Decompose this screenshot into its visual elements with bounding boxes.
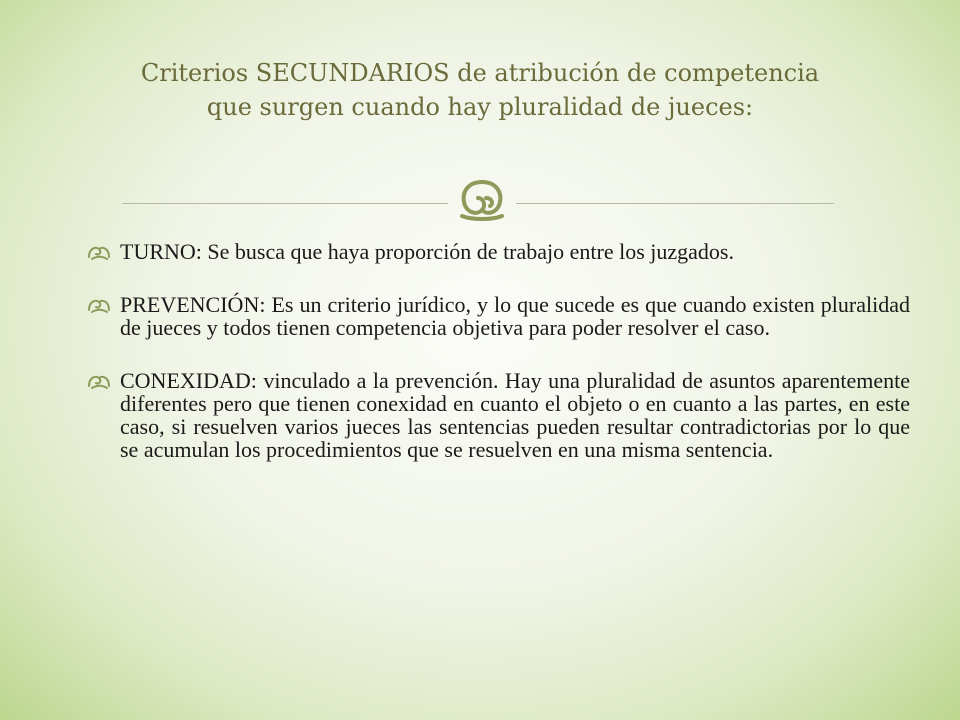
bullet-text-turno: TURNO: Se busca que haya proporción de trabajo entre los juzgados. <box>120 239 734 264</box>
bullet-item-conexidad <box>86 369 910 461</box>
slide-title-line-1: Criterios SECUNDARIOS de atribución de competencia <box>140 59 820 87</box>
slide-title-line-2: que surgen cuando hay pluralidad de jueces: <box>206 93 754 121</box>
slide-title <box>60 56 900 124</box>
bullet-item-turno <box>86 240 910 263</box>
bullet-text-prevencion: PREVENCIÓN: Es un criterio jurídico, y lo que sucede es que cuando existen pluralidad de jueces y todos tienen competencia objetiva para poder resolver el caso. <box>120 292 910 340</box>
ornament-bullet-icon <box>86 243 112 261</box>
bullet-list <box>86 240 910 491</box>
ornament-bullet-icon <box>86 372 112 390</box>
ornament-flourish-icon <box>452 176 512 226</box>
ornament-bullet-icon <box>86 296 112 314</box>
bullet-item-prevencion <box>86 293 910 339</box>
title-divider-right <box>516 203 834 204</box>
title-divider-left <box>122 203 448 204</box>
bullet-text-conexidad: CONEXIDAD: vinculado a la prevención. Hay una pluralidad de asuntos aparentemente diferentes pero que tienen conexidad en cuanto el objeto o en cuanto a las partes, en este caso, si resuelven varios jueces las sentencias pueden resultar contradictorias por lo que se acumulan los procedimientos que se resuelven en una misma sentencia. <box>120 368 910 462</box>
